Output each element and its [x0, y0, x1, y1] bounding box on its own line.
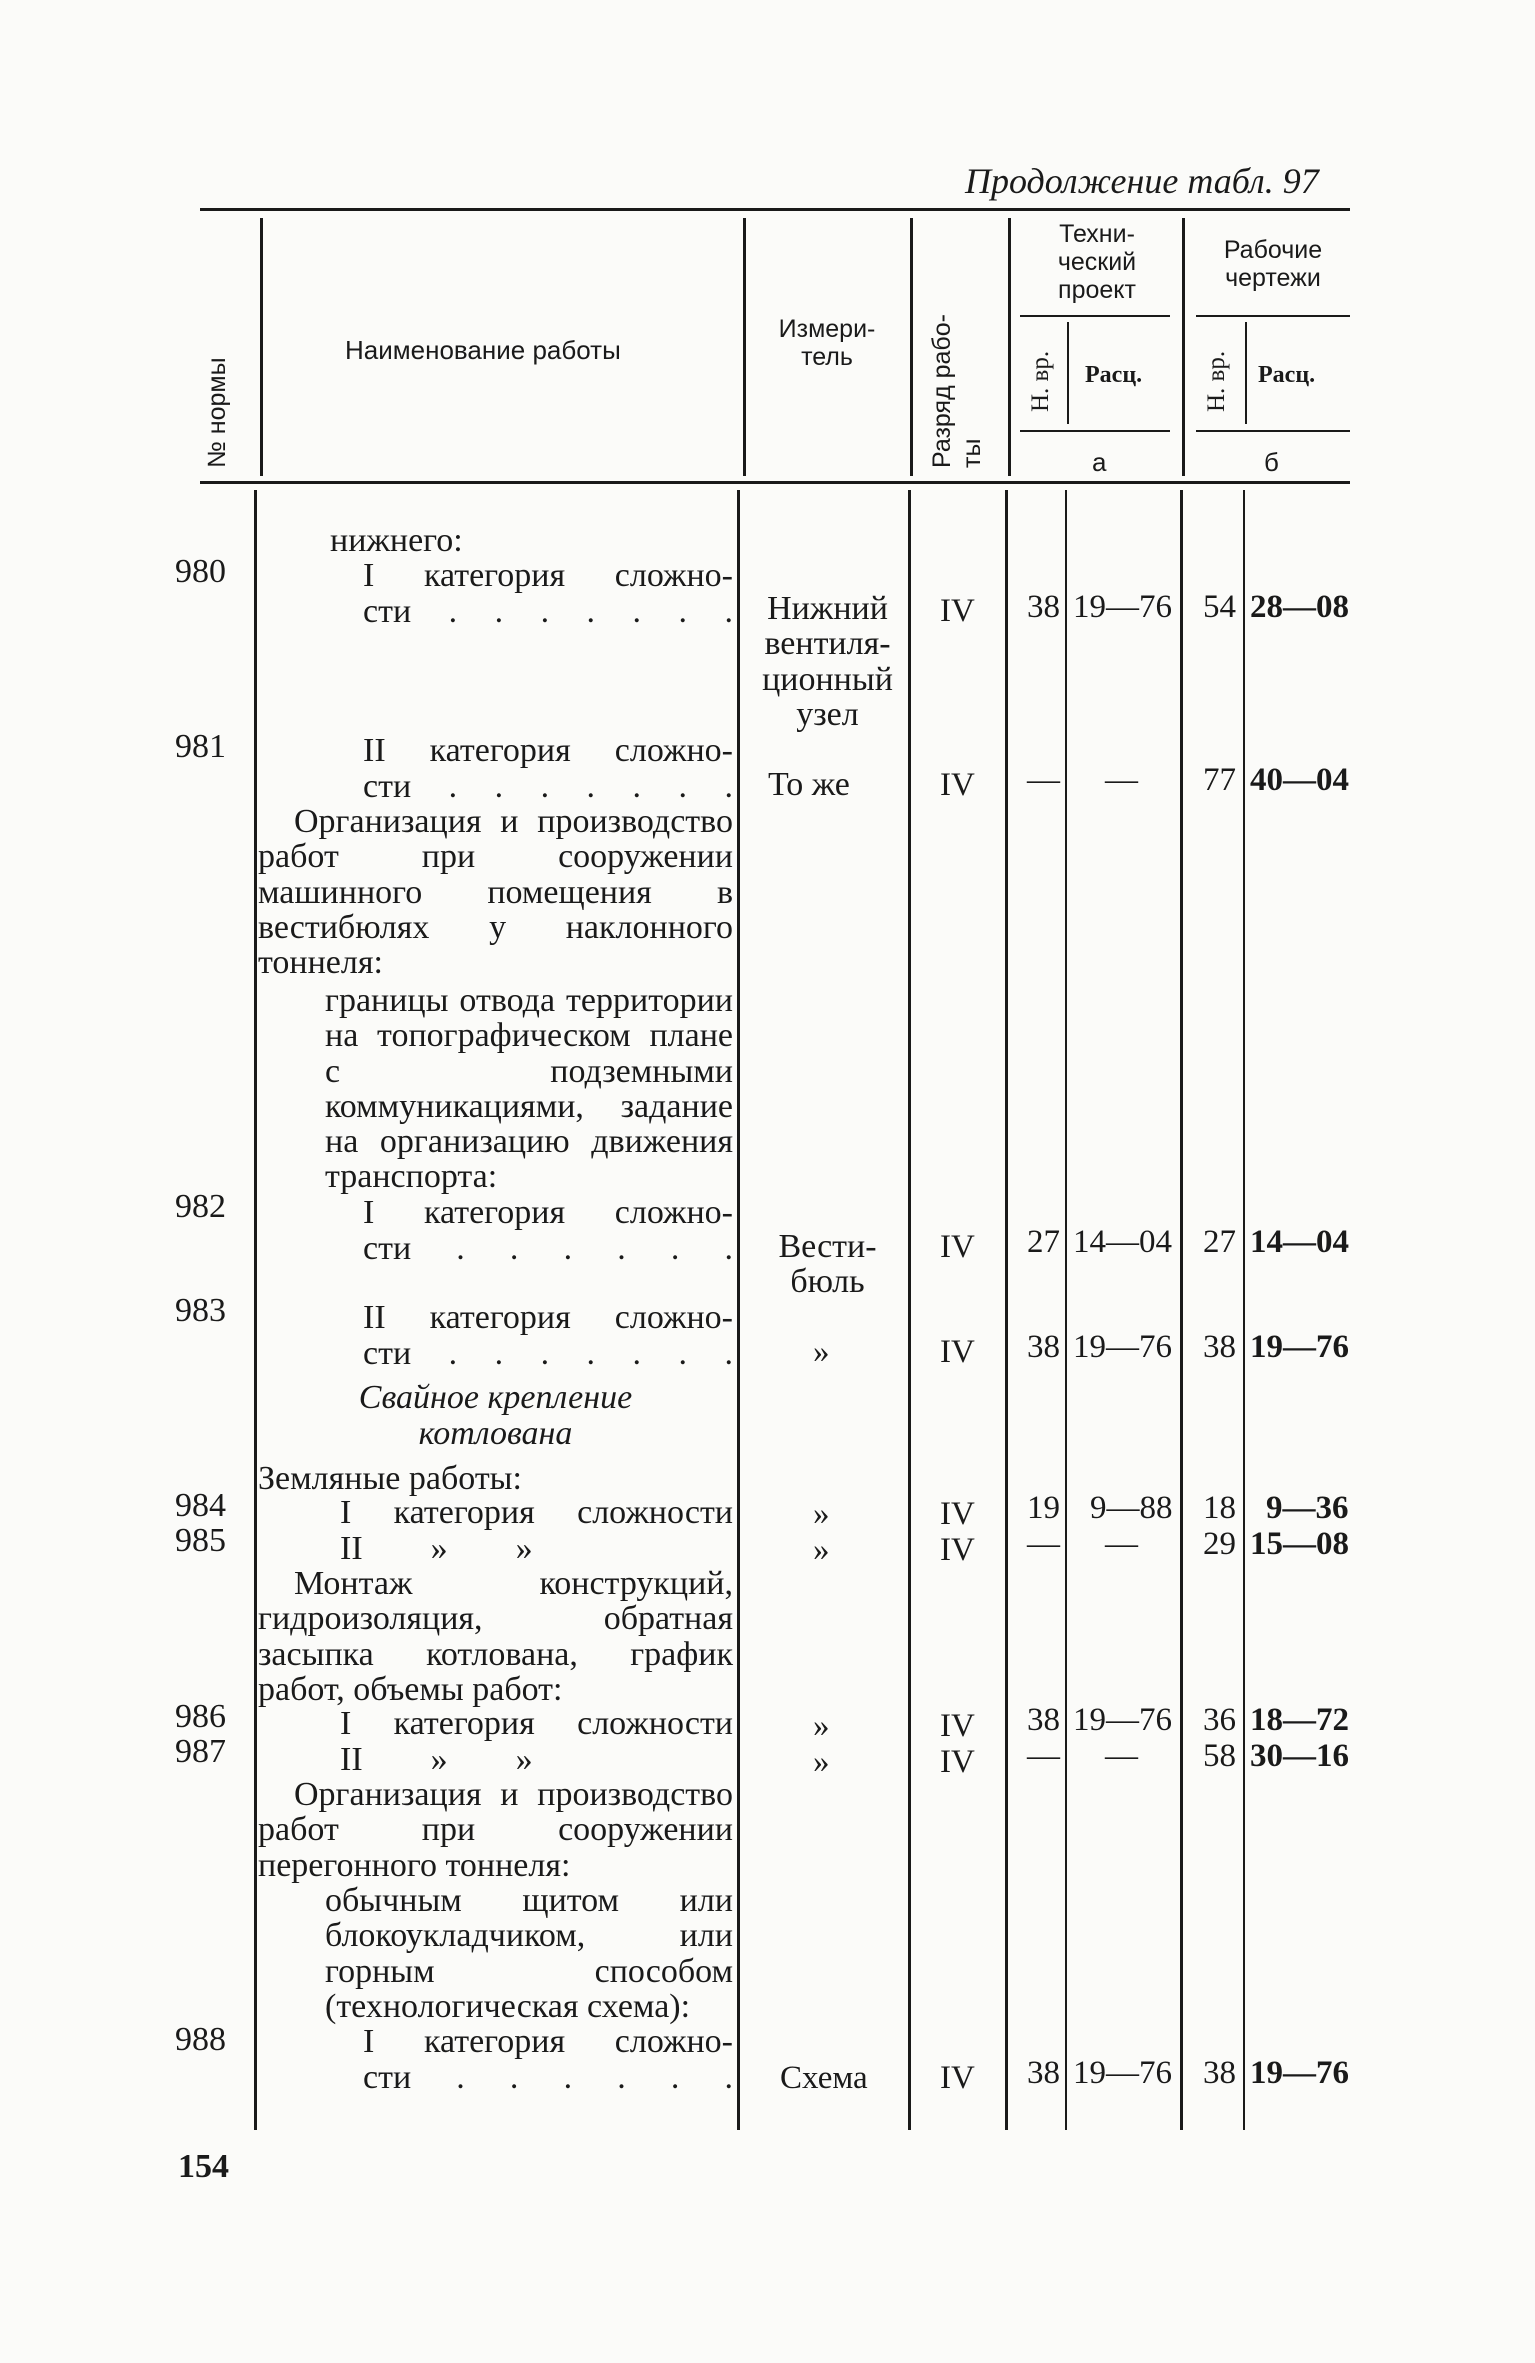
row-984-t-nvr: 19 [1027, 1490, 1060, 1526]
row-980-unit: Нижний вентиля- ционный узел [762, 590, 893, 733]
row-980-grade: IV [940, 593, 975, 629]
row-988-sub: I категория сложно- [363, 2023, 733, 2060]
section-title-line-2: котлована [418, 1415, 573, 1452]
row-982-t-nvr: 27 [1027, 1224, 1060, 1260]
row-986-w-rasc: 18—72 [1250, 1702, 1349, 1738]
row-986-t-rasc: 19—76 [1073, 1702, 1172, 1738]
header-name: Наименование работы [345, 335, 621, 365]
row-985-grade: IV [940, 1532, 975, 1568]
row-985-unit: » [813, 1532, 830, 1568]
row-980-num: 980 [175, 553, 226, 590]
header-norm: № нормы [203, 357, 231, 468]
row-988-sub2: сти . . . . . . [363, 2059, 733, 2096]
row-981-w-nvr: 77 [1203, 762, 1236, 798]
row-982-t-rasc: 14—04 [1073, 1224, 1172, 1260]
header-col-line-3 [910, 218, 913, 476]
row-986-sub: I категория сложности [340, 1705, 733, 1742]
row-983-sub2: сти . . . . . . . [363, 1335, 733, 1372]
row-985-num: 985 [175, 1522, 226, 1559]
row-984-num: 984 [175, 1487, 226, 1524]
row-980-sub2: сти . . . . . . . [363, 593, 733, 630]
header-col-a: а [1092, 447, 1107, 477]
row-988-num: 988 [175, 2021, 226, 2058]
row-982-sub: I категория сложно- [363, 1194, 733, 1231]
row-986-num: 986 [175, 1698, 226, 1735]
body-col-line-3 [908, 490, 911, 2130]
row-982-unit: Вести- бюль [778, 1228, 877, 1301]
row-982-num: 982 [175, 1188, 226, 1225]
header-tech-nvr: Н. вр. [1027, 350, 1054, 412]
row-987-w-nvr: 58 [1203, 1738, 1236, 1774]
row-988-t-nvr: 38 [1027, 2055, 1060, 2091]
header-bottom-rule [200, 481, 1350, 484]
row-984-unit: » [813, 1496, 830, 1532]
header-col-line-2 [743, 218, 746, 476]
header-work: Рабочие чертежи [1223, 236, 1323, 292]
row-981-unit: То же [768, 766, 850, 803]
row-981-sub: II категория сложно- [363, 732, 733, 769]
section-title-line-1: Свайное крепление [358, 1379, 633, 1416]
header-ab-rule-tech [1020, 430, 1170, 432]
row-983-grade: IV [940, 1334, 975, 1370]
row-983-num: 983 [175, 1292, 226, 1329]
row-988-unit: Схема [780, 2060, 868, 2096]
header-unit: Измери- тель [778, 315, 876, 371]
row-983-t-nvr: 38 [1027, 1329, 1060, 1365]
header-work-rasc: Расц. [1258, 362, 1316, 388]
row-988-t-rasc: 19—76 [1073, 2055, 1172, 2091]
body-col-line-4 [1005, 490, 1008, 2130]
row-984-w-nvr: 18 [1203, 1490, 1236, 1526]
header-col-line-1 [260, 218, 263, 476]
header-ab-rule-work [1196, 430, 1350, 432]
row-982-grade: IV [940, 1229, 975, 1265]
section-paragraph-2: границы отвода территории на топографическом плане с подземными коммуникациями, задание на организацию движения транспорта: [325, 982, 733, 1196]
row-984-grade: IV [940, 1496, 975, 1532]
row-987-num: 987 [175, 1733, 226, 1770]
row-987-sub: II » » [340, 1741, 533, 1778]
row-980-name: нижнего: [330, 522, 463, 559]
section-paragraph-1: Организация и производство работ при сооружении машинного помещения в вестибюлях у наклонного тоннеля: [258, 803, 733, 982]
body-col-line-6 [1180, 490, 1183, 2130]
row-980-t-nvr: 38 [1027, 589, 1060, 625]
row-984-sub: I категория сложности [340, 1494, 733, 1531]
row-985-w-rasc: 15—08 [1250, 1526, 1349, 1562]
row-980-t-rasc: 19—76 [1073, 589, 1172, 625]
row-985-sub: II » » [340, 1530, 533, 1567]
row-982-w-rasc: 14—04 [1250, 1224, 1349, 1260]
section-paragraph-6: Организация и производство работ при сооружении перегонного тоннеля: [258, 1776, 733, 1884]
row-986-grade: IV [940, 1708, 975, 1744]
row-987-t-nvr: — [1027, 1738, 1060, 1774]
row-982-sub2: сти . . . . . . [363, 1230, 733, 1267]
row-983-w-nvr: 38 [1203, 1329, 1236, 1365]
header-sub-rule-tech [1020, 315, 1170, 317]
row-986-t-nvr: 38 [1027, 1702, 1060, 1738]
row-988-w-rasc: 19—76 [1250, 2055, 1349, 2091]
body-col-line-2 [737, 490, 740, 2130]
row-981-t-nvr: — [1027, 762, 1060, 798]
row-983-w-rasc: 19—76 [1250, 1329, 1349, 1365]
row-985-t-rasc: — [1105, 1526, 1138, 1562]
row-981-t-rasc: — [1105, 762, 1138, 798]
header-grade-1: Разряд рабо- [928, 314, 956, 468]
row-981-sub2: сти . . . . . . . [363, 768, 733, 805]
row-983-sub: II категория сложно- [363, 1299, 733, 1336]
row-980-w-nvr: 54 [1203, 589, 1236, 625]
header-sub-rule-work [1196, 315, 1350, 317]
row-986-w-nvr: 36 [1203, 1702, 1236, 1738]
header-col-b: б [1264, 447, 1279, 477]
row-980-w-rasc: 28—08 [1250, 589, 1349, 625]
header-tech: Техни- ческий проект [1057, 220, 1137, 304]
header-work-nvr: Н. вр. [1203, 350, 1230, 412]
row-988-w-nvr: 38 [1203, 2055, 1236, 2091]
continuation-title: Продолжение табл. 97 [965, 161, 1319, 201]
page-number: 154 [178, 2148, 229, 2185]
section-paragraph-5: Монтаж конструкций, гидроизоляция, обратная засыпка котлована, график работ, объемы работ: [258, 1565, 733, 1708]
row-981-w-rasc: 40—04 [1250, 762, 1349, 798]
row-987-t-rasc: — [1105, 1738, 1138, 1774]
header-top-rule [200, 208, 1350, 211]
row-986-unit: » [813, 1708, 830, 1744]
body-col-line-1 [254, 490, 257, 2130]
row-987-grade: IV [940, 1744, 975, 1780]
header-grade-2: ты [958, 438, 986, 468]
row-987-w-rasc: 30—16 [1250, 1738, 1349, 1774]
row-985-t-nvr: — [1027, 1526, 1060, 1562]
section-paragraph-7: обычным щитом или блокоукладчиком, или горным способом (технологическая схема): [325, 1882, 733, 2025]
row-985-w-nvr: 29 [1203, 1526, 1236, 1562]
header-col-line-7 [1245, 322, 1247, 424]
body-col-line-5 [1065, 490, 1067, 2130]
row-983-unit: » [813, 1334, 830, 1370]
row-982-w-nvr: 27 [1203, 1224, 1236, 1260]
header-col-line-6 [1067, 322, 1069, 424]
header-col-line-4 [1008, 218, 1011, 476]
row-984-w-rasc: 9—36 [1266, 1490, 1349, 1526]
row-980-sub: I категория сложно- [363, 557, 733, 594]
row-988-grade: IV [940, 2060, 975, 2096]
header-tech-rasc: Расц. [1085, 362, 1143, 388]
section-paragraph-earthworks: Земляные работы: [258, 1460, 522, 1497]
row-983-t-rasc: 19—76 [1073, 1329, 1172, 1365]
row-981-grade: IV [940, 767, 975, 803]
body-col-line-7 [1243, 490, 1245, 2130]
row-987-unit: » [813, 1744, 830, 1780]
row-984-t-rasc: 9—88 [1090, 1490, 1173, 1526]
row-981-num: 981 [175, 728, 226, 765]
header-col-line-5 [1182, 218, 1185, 476]
